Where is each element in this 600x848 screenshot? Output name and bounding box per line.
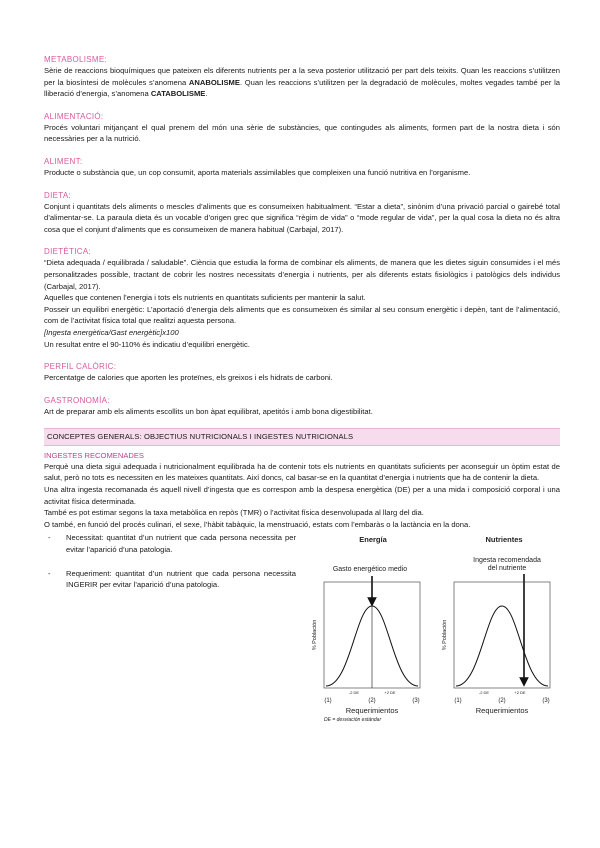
concepts-p3: També es pot estimar segons la taxa metabòlica en repòs (TMR) o l’activitat física desenvolupada al llarg del dia.: [44, 508, 424, 518]
nutrients-annotation-line-1: Ingesta recomendada: [473, 557, 541, 565]
dieta-heading: DIETA:: [44, 190, 71, 200]
concepts-p1: Perquè una dieta sigui adequada i nutricionalment equilibrada ha de contenir tots els nutrients en quantitats suficients per aconseguir un òptim estat de salut, però no tots es necessiten en les mateixes quantitats. Així doncs, cal basar-se en la quantitat d’energia i nutrients que ha de contenir la dieta.: [44, 461, 560, 483]
list-item: - Requeriment: quantitat d’un nutrient que cada persona necessita INGERIR per evitar l’aparició d’una patologia.: [48, 568, 296, 590]
anabolisme-term: ANABOLISME: [188, 77, 240, 87]
gastronomia-text: Art de preparar amb els aliments escollits un bon àpat equilibrat, apetitós i amb bona digestibilitat.: [44, 406, 373, 416]
requirements-figure: [308, 532, 560, 722]
nutrients-region-3: (3): [542, 698, 550, 705]
dietetica-text-1: “Dieta adequada / equilibrada / saludable”. Ciència que estudia la forma de combinar els aliments, de manera que les dietes siguin consumides i el més personalitzades possible, tractant de cobrir les nostres necessitats d’energia i nutrients, per als diferents estats fisiològics i patològics dels individus (Carbajal, 2017).: [44, 258, 560, 291]
perfil-text: Percentatge de calories que aporten les proteïnes, els greixos i els hidrats de carboni.: [44, 373, 333, 383]
dietetica-text-2: Aquelles que contenen l’energia i tots els nutrients en quantitats suficients per mantenir la salut.: [44, 293, 366, 303]
energy-y-axis-label: % Población: [312, 620, 318, 651]
energy-region-3: (3): [412, 698, 420, 705]
energy-tick-plus: +2 DE: [384, 690, 396, 696]
energy-balance-formula: [Ingesta energètica/Gast energètic]x100: [44, 327, 179, 337]
catabolisme-term: CATABOLISME: [150, 89, 206, 99]
metabolisme-heading: METABOLISME:: [44, 55, 108, 64]
energy-tick-minus: -2 DE: [348, 690, 360, 696]
nutrients-region-1: (1): [454, 698, 462, 705]
necessitat-definition: Necessitat: quantitat d’un nutrient que cada persona necessita per evitar l’aparició d’una patologia.: [66, 533, 296, 555]
nutrients-tick-minus: -2 DE: [478, 690, 490, 696]
dieta-text: Conjunt i quantitats dels aliments o mescles d’aliments que es consumeixen habitualment. “Estar a dieta”, sinònim d’una privació parcial o gairebé total d’alimentar-se. La paraula dieta és un vocable d’origen grec que significa “règim de vida” o “mode regular de vida”, per la qual cosa la dieta no és altra cosa que el conjunt d’aliments que es consumeixen de manera habitual (Carbajal, 2017).: [44, 201, 560, 234]
dietetica-heading: DIETÈTICA:: [44, 247, 92, 257]
perfil-heading: PERFIL CALÒRIC:: [44, 362, 117, 372]
nutrients-panel-title: Nutrientes: [485, 535, 523, 545]
definitions-and-figure: [44, 532, 560, 722]
aliment-heading: ALIMENT:: [44, 156, 83, 166]
alimentacio-heading: ALIMENTACIÓ:: [44, 111, 104, 121]
energy-panel-title: Energía: [359, 535, 387, 545]
concepts-section-title: CONCEPTES GENERALS: OBJECTIUS NUTRICIONALS I INGESTES NUTRICIONALS: [44, 428, 560, 446]
nutrients-annotation-line-2: del nutriente: [487, 565, 527, 573]
dietetica-text-3: Posseir un equilibri energètic: L’aportació d’energia dels aliments que es consumeixen és similar al seu consum energètic i depèn, tant de l’alimentació, com de l’activitat física total que realitzi aquesta persona.: [44, 304, 560, 326]
nutrients-distribution-curve: [456, 606, 548, 686]
list-item: - Necessitat: quantitat d’un nutrient que cada persona necessita per evitar l’aparició d’una patologia.: [48, 533, 296, 555]
energy-x-axis-label: Requerimientos: [345, 706, 399, 716]
ingestes-heading: INGESTES RECOMENADES: [44, 450, 145, 460]
figure-footnote: DE = desviación estándar: [324, 717, 382, 723]
bullet-list: [44, 532, 296, 602]
energy-annotation: Gasto energético medio: [332, 566, 408, 574]
dietetica-text-4: Un resultat entre el 90-110% és indicatiu d’equilibri energètic.: [44, 339, 250, 349]
nutrients-tick-plus: +2 DE: [514, 690, 526, 696]
concepts-p4: O també, en funció del procés culinari, el sexe, l’hàbit tabàquic, la menstruació, estats com l’embaràs o la lactància en la dona.: [44, 519, 471, 529]
aliment-text: Producte o substància que, un cop consumit, aporta materials assimilables que compleixen una funció nutritiva en l’organisme.: [44, 167, 471, 177]
requirements-distribution-diagram: [308, 532, 560, 722]
gastronomia-heading: GASTRONOMÍA:: [44, 395, 110, 405]
nutrients-plot-frame: [454, 582, 550, 688]
energy-region-1: (1): [324, 698, 332, 705]
energy-region-2: (2): [368, 698, 376, 705]
nutrients-y-axis-label: % Población: [442, 620, 448, 651]
concepts-p2: Una altra ingesta recomanada és aquell nivell d’ingesta que es correspon amb la despesa energètica (DE) per a una mida i composició corporal i una activitat física determinada.: [44, 485, 560, 506]
requeriment-definition: Requeriment: quantitat d’un nutrient que cada persona necessita INGERIR per evitar l’aparició d’una patologia.: [66, 568, 296, 590]
nutrients-x-axis-label: Requerimientos: [475, 706, 529, 716]
metabolisme-text: Sèrie de reaccions bioquímiques que pateixen els diferents nutrients per a la seva posterior utilització per part dels teixits. Quan les reaccions s’utilitzen per la biosíntesi de molècules s’anomena ANABOLISME. Quan les reaccions s’utilitzen per la degradació de molècules, moltes vegades també per la lliberació d’energia, s’anomena CATABOLISME.: [44, 66, 560, 99]
document-page: [44, 54, 560, 722]
alimentacio-text: Procés voluntari mitjançant el qual prenem del món una sèrie de substàncies, que contingudes als aliments, formen part de la nostra dieta i són necessàries per a la nutrició.: [44, 122, 560, 144]
nutrients-region-2: (2): [498, 698, 506, 705]
